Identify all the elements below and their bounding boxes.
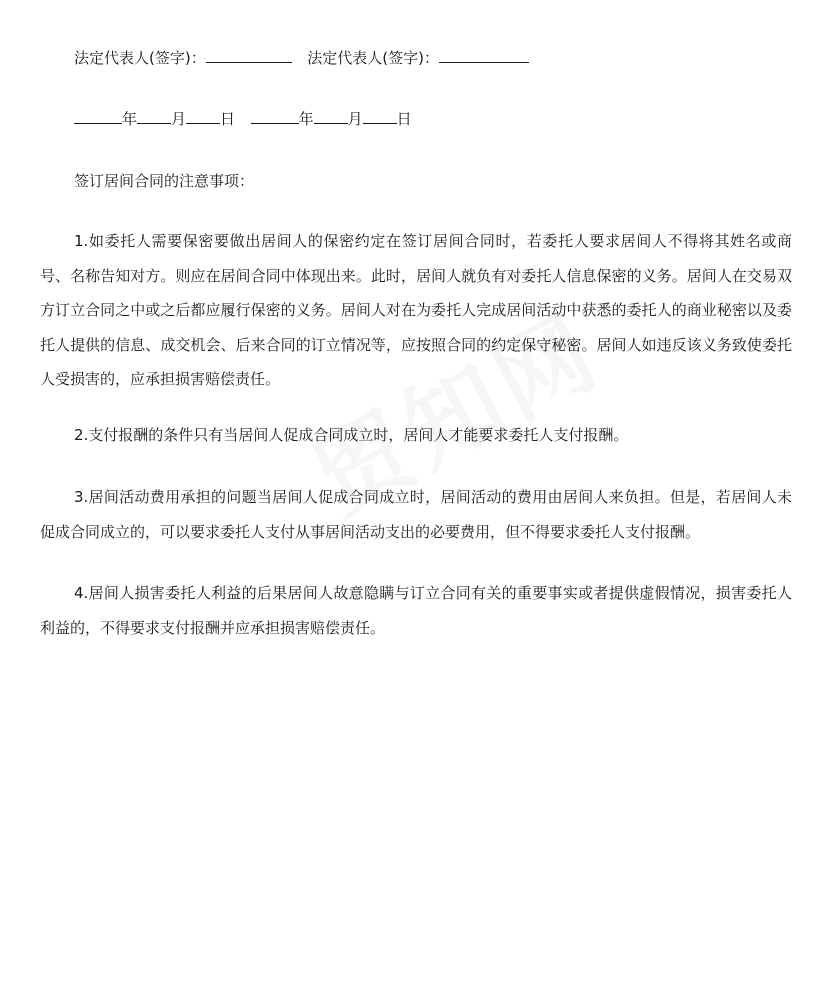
date-blank-day-right	[363, 107, 397, 124]
date-blank-month-right	[314, 107, 348, 124]
date-year-label-right: 年	[298, 110, 314, 128]
date-blank-year-right	[251, 107, 299, 124]
signature-label-left: 法定代表人(签字)：	[74, 49, 206, 67]
signature-blank-left	[206, 46, 292, 63]
signature-label-right: 法定代表人(签字)：	[307, 49, 439, 67]
section-heading: 签订居间合同的注意事项：	[74, 172, 255, 190]
date-month-label-right: 月	[347, 110, 363, 128]
date-year-label-left: 年	[122, 110, 138, 128]
date-row	[74, 107, 412, 130]
date-blank-year-left	[74, 107, 122, 124]
date-blank-day-left	[186, 107, 220, 124]
date-day-label-left: 日	[220, 110, 236, 128]
paragraph-expense-burden: 3.居间活动费用承担的问题当居间人促成合同成立时，居间活动的费用由居间人来负担。但是，若居间人未促成合同成立的，可以要求委托人支付从事居间活动支出的必要费用，但不得要求委托人支付报酬。	[40, 488, 792, 541]
date-month-label-left: 月	[171, 110, 187, 128]
date-day-label-right: 日	[396, 110, 412, 128]
paragraph-damage-consequence: 4.居间人损害委托人利益的后果居间人故意隐瞒与订立合同有关的重要事实或者提供虚假情况，损害委托人利益的，不得要求支付报酬并应承担损害赔偿责任。	[40, 584, 792, 637]
paragraph-confidentiality: 1.如委托人需要保密要做出居间人的保密约定在签订居间合同时，若委托人要求居间人不得将其姓名或商号、名称告知对方。则应在居间合同中体现出来。此时，居间人就负有对委托人信息保密的义务。居间人在交易双方订立合同之中或之后都应履行保密的义务。居间人对在为委托人完成居间活动中获悉的委托人的商业秘密以及委托人提供的信息、成交机会、后来合同的订立情况等，应按照合同的约定保守秘密。居间人如违反该义务致使委托人受损害的，应承担损害赔偿责任。	[40, 232, 792, 388]
paragraph-payment-condition: 2.支付报酬的条件只有当居间人促成合同成立时，居间人才能要求委托人支付报酬。	[74, 426, 629, 444]
signature-blank-right	[439, 46, 529, 63]
signature-row	[74, 46, 529, 69]
date-blank-month-left	[137, 107, 171, 124]
